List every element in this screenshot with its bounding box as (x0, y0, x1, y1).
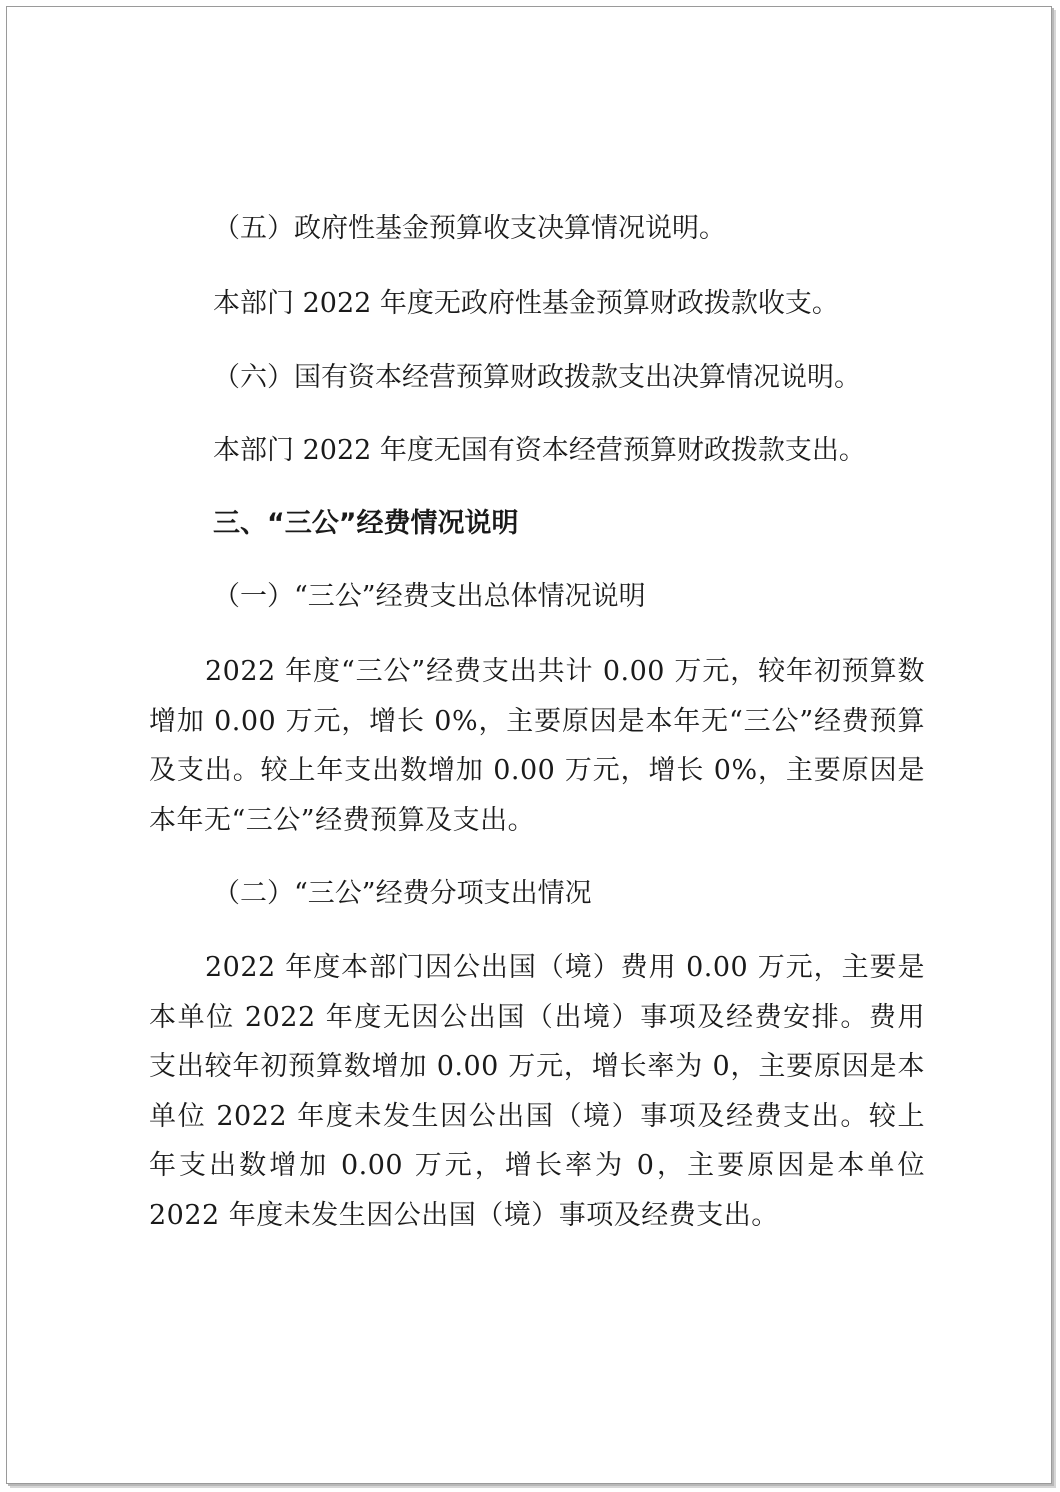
part3-sub1-heading: （一）“三公”经费支出总体情况说明 (213, 581, 646, 612)
part3-sub2-heading: （二）“三公”经费分项支出情况 (213, 878, 592, 909)
part3-sub1-body: 2022 年度“三公”经费支出共计 0.00 万元，较年初预算数增加 0.00 万元，增长 0%，主要原因是本年无“三公”经费预算及支出。较上年支出数增加 0.00 万元，增长 0%，主要原因是本年无“三公”经费预算及支出。 (149, 656, 925, 836)
part3-heading: 三、“三公”经费情况说明 (213, 508, 519, 539)
section5-body: 本部门 2022 年度无政府性基金预算财政拨款收支。 (213, 288, 839, 319)
part3-sub2-body: 2022 年度本部门因公出国（境）费用 0.00 万元，主要是本单位 2022 年度无因公出国（出境）事项及经费安排。费用支出较年初预算数增加 0.00 万元，增长率为 0，主要原因是本单位 2022 年度未发生因公出国（境）事项及经费支出。较上年支出数增加 0.00 万元，增长率为 0，主要原因是本单位 2022 年度未发生因公出国（境）事项及经费支出。 (149, 952, 925, 1231)
page-frame (6, 6, 1052, 1484)
section6-heading: （六）国有资本经营预算财政拨款支出决算情况说明。 (213, 362, 861, 393)
section6-body: 本部门 2022 年度无国有资本经营预算财政拨款支出。 (213, 435, 866, 466)
section5-heading: （五）政府性基金预算收支决算情况说明。 (213, 213, 726, 244)
